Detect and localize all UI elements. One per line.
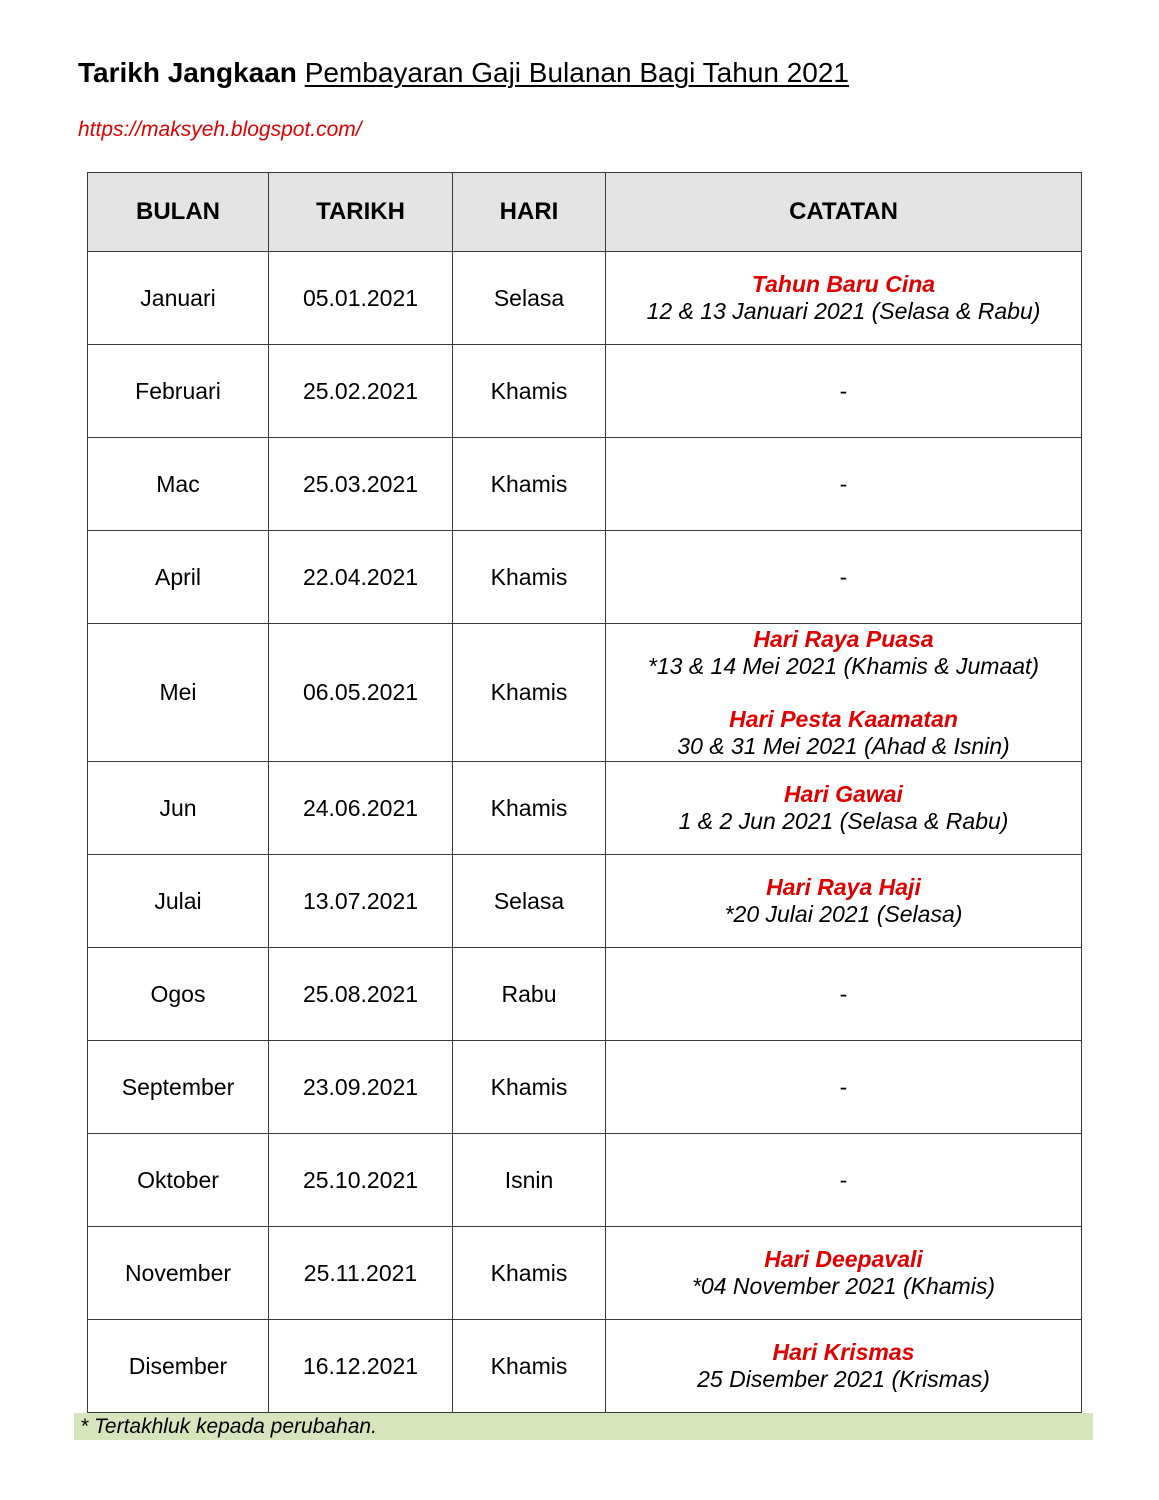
footnote: * Tertakhluk kepada perubahan. <box>74 1413 1093 1440</box>
cell-hari: Khamis <box>453 762 606 855</box>
cell-hari: Khamis <box>453 624 606 762</box>
header-bulan: BULAN <box>88 173 269 252</box>
holiday-dates: 25 Disember 2021 (Krismas) <box>697 1366 990 1392</box>
cell-bulan: Mac <box>88 438 269 531</box>
cell-catatan <box>606 1227 1082 1320</box>
cell-tarikh: 13.07.2021 <box>269 855 453 948</box>
cell-bulan: Julai <box>88 855 269 948</box>
holiday-dates: *04 November 2021 (Khamis) <box>692 1273 995 1299</box>
cell-tarikh: 25.03.2021 <box>269 438 453 531</box>
holiday-dates: 12 & 13 Januari 2021 (Selasa & Rabu) <box>646 298 1041 324</box>
table-row <box>88 438 1082 531</box>
cell-hari: Khamis <box>453 345 606 438</box>
cell-tarikh: 23.09.2021 <box>269 1041 453 1134</box>
title-bold-part: Tarikh Jangkaan <box>78 57 297 88</box>
note-spacer <box>612 680 1075 706</box>
cell-catatan <box>606 762 1082 855</box>
table-row <box>88 1041 1082 1134</box>
cell-hari: Khamis <box>453 1227 606 1320</box>
cell-tarikh: 25.11.2021 <box>269 1227 453 1320</box>
cell-tarikh: 25.10.2021 <box>269 1134 453 1227</box>
cell-hari: Khamis <box>453 1320 606 1413</box>
header-catatan: CATATAN <box>606 173 1082 252</box>
cell-catatan: - <box>606 1134 1082 1227</box>
cell-catatan: - <box>606 438 1082 531</box>
holiday-dates: *20 Julai 2021 (Selasa) <box>724 901 963 927</box>
table-row <box>88 762 1082 855</box>
cell-bulan: Disember <box>88 1320 269 1413</box>
salary-schedule-table <box>87 172 1082 1413</box>
cell-catatan <box>606 855 1082 948</box>
cell-bulan: April <box>88 531 269 624</box>
holiday-name: Hari Raya Haji <box>766 874 921 900</box>
cell-catatan <box>606 624 1082 762</box>
holiday-dates: 30 & 31 Mei 2021 (Ahad & Isnin) <box>677 732 1010 759</box>
holiday-name: Hari Pesta Kaamatan <box>729 705 958 732</box>
cell-hari: Khamis <box>453 531 606 624</box>
cell-catatan <box>606 1320 1082 1413</box>
cell-tarikh: 05.01.2021 <box>269 252 453 345</box>
cell-tarikh: 06.05.2021 <box>269 624 453 762</box>
table-row <box>88 1320 1082 1413</box>
table-row <box>88 1134 1082 1227</box>
holiday-dates: *13 & 14 Mei 2021 (Khamis & Jumaat) <box>647 652 1040 679</box>
cell-bulan: Mei <box>88 624 269 762</box>
cell-catatan: - <box>606 948 1082 1041</box>
table-row <box>88 531 1082 624</box>
cell-bulan: Februari <box>88 345 269 438</box>
holiday-dates: 1 & 2 Jun 2021 (Selasa & Rabu) <box>678 808 1009 834</box>
holiday-name: Hari Gawai <box>784 781 903 807</box>
header-hari: HARI <box>453 173 606 252</box>
table-row <box>88 855 1082 948</box>
cell-tarikh: 24.06.2021 <box>269 762 453 855</box>
cell-bulan: September <box>88 1041 269 1134</box>
cell-tarikh: 25.02.2021 <box>269 345 453 438</box>
cell-bulan: Januari <box>88 252 269 345</box>
cell-hari: Selasa <box>453 855 606 948</box>
title-underlined-part: Pembayaran Gaji Bulanan Bagi Tahun 2021 <box>304 57 850 88</box>
holiday-name: Hari Raya Puasa <box>753 625 934 652</box>
cell-tarikh: 22.04.2021 <box>269 531 453 624</box>
table-row <box>88 252 1082 345</box>
cell-tarikh: 16.12.2021 <box>269 1320 453 1413</box>
table-row <box>88 948 1082 1041</box>
cell-bulan: Ogos <box>88 948 269 1041</box>
table-header-row <box>88 173 1082 252</box>
table-row <box>88 345 1082 438</box>
table-row <box>88 1227 1082 1320</box>
cell-hari: Khamis <box>453 1041 606 1134</box>
cell-hari: Rabu <box>453 948 606 1041</box>
cell-bulan: November <box>88 1227 269 1320</box>
cell-catatan: - <box>606 345 1082 438</box>
cell-tarikh: 25.08.2021 <box>269 948 453 1041</box>
page-title <box>78 56 849 90</box>
cell-hari: Khamis <box>453 438 606 531</box>
holiday-name: Hari Deepavali <box>764 1246 923 1272</box>
source-link[interactable]: https://maksyeh.blogspot.com/ <box>78 118 362 141</box>
cell-bulan: Jun <box>88 762 269 855</box>
cell-catatan <box>606 252 1082 345</box>
cell-catatan: - <box>606 1041 1082 1134</box>
table-row <box>88 624 1082 762</box>
cell-catatan: - <box>606 531 1082 624</box>
cell-bulan: Oktober <box>88 1134 269 1227</box>
holiday-name: Tahun Baru Cina <box>751 271 936 297</box>
header-tarikh: TARIKH <box>269 173 453 252</box>
cell-hari: Selasa <box>453 252 606 345</box>
cell-hari: Isnin <box>453 1134 606 1227</box>
holiday-name: Hari Krismas <box>772 1339 915 1365</box>
